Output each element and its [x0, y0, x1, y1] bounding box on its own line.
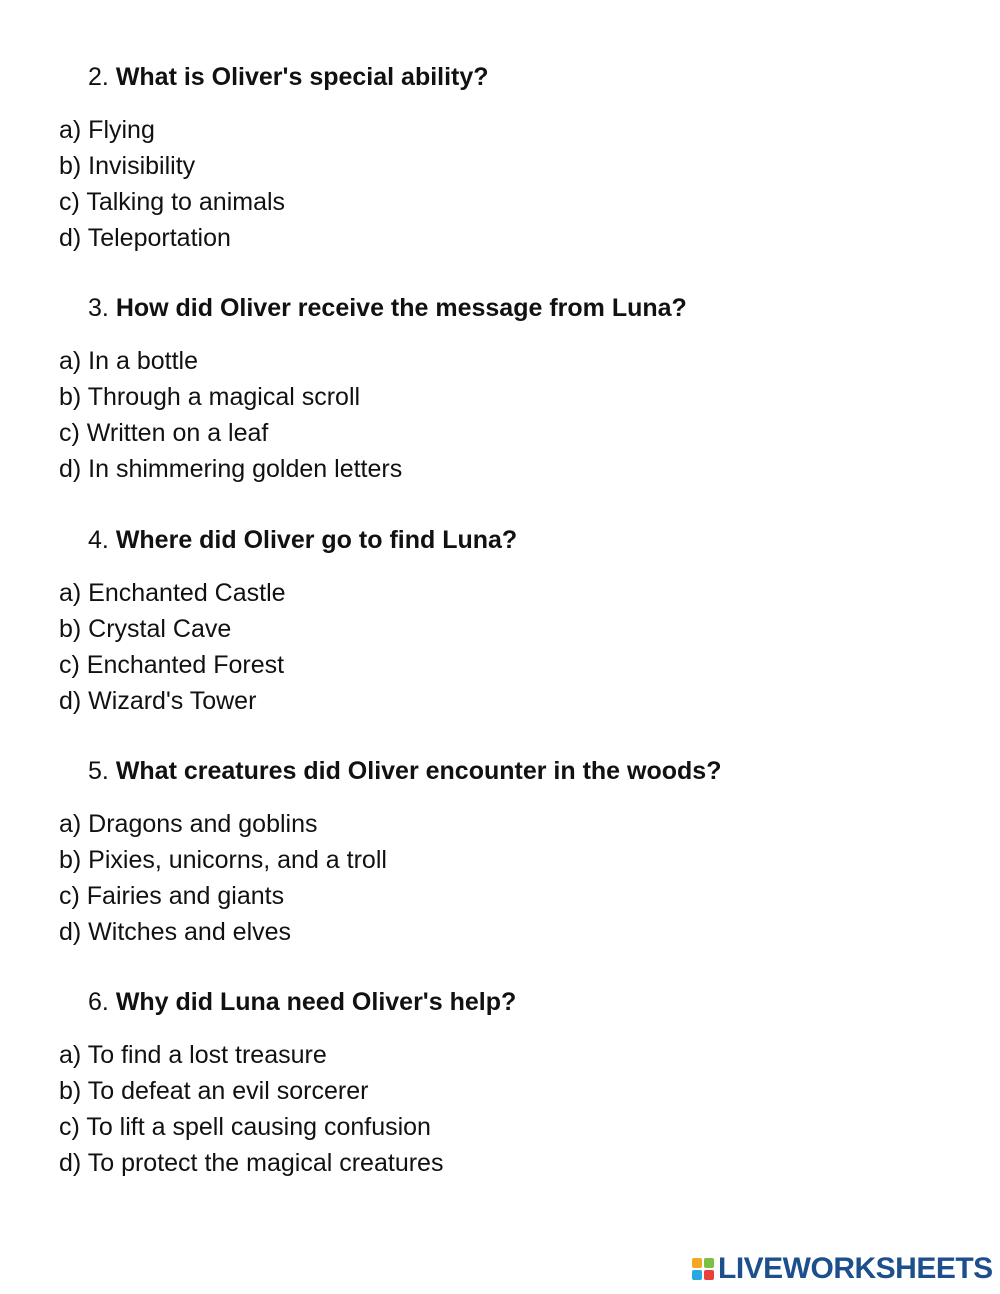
options-list — [59, 1037, 443, 1181]
option-a[interactable]: a) Flying — [59, 116, 155, 144]
option-c[interactable]: c) To lift a spell causing confusion — [59, 1113, 431, 1141]
options-list — [59, 112, 285, 256]
question-number: 4. — [88, 526, 109, 554]
options-list — [59, 806, 387, 950]
question-number: 5. — [88, 757, 109, 785]
logo-square-2 — [704, 1258, 714, 1268]
question-text: Where did Oliver go to find Luna? — [115, 526, 518, 554]
option-d[interactable]: d) To protect the magical creatures — [59, 1149, 444, 1177]
question-number: 3. — [88, 294, 109, 322]
option-b[interactable]: b) Through a magical scroll — [59, 383, 361, 411]
options-list — [59, 575, 286, 719]
option-c[interactable]: c) Written on a leaf — [59, 419, 269, 447]
option-b[interactable]: b) Pixies, unicorns, and a troll — [59, 846, 387, 874]
option-c[interactable]: c) Talking to animals — [59, 188, 286, 216]
option-a[interactable]: a) Dragons and goblins — [59, 810, 318, 838]
question-title — [88, 62, 489, 92]
option-a[interactable]: a) Enchanted Castle — [59, 579, 286, 607]
option-d[interactable]: d) In shimmering golden letters — [59, 455, 403, 483]
option-d[interactable]: d) Witches and elves — [59, 918, 292, 946]
option-b[interactable]: b) To defeat an evil sorcerer — [59, 1077, 369, 1105]
question-text: How did Oliver receive the message from Luna? — [115, 294, 687, 322]
option-c[interactable]: c) Enchanted Forest — [59, 651, 285, 679]
liveworksheets-logo — [692, 1251, 993, 1287]
option-a[interactable]: a) To find a lost treasure — [59, 1041, 327, 1069]
question-text: What creatures did Oliver encounter in the woods? — [115, 757, 722, 785]
liveworksheets-logo-icon — [692, 1258, 714, 1280]
logo-square-4 — [704, 1270, 714, 1280]
option-c[interactable]: c) Fairies and giants — [59, 882, 285, 910]
option-b[interactable]: b) Invisibility — [59, 152, 196, 180]
option-d[interactable]: d) Wizard's Tower — [59, 687, 257, 715]
logo-text: LIVEWORKSHEETS — [718, 1252, 993, 1285]
question-text: Why did Luna need Oliver's help? — [115, 988, 517, 1016]
logo-square-1 — [692, 1258, 702, 1268]
question-title — [88, 525, 517, 555]
question-title — [88, 293, 687, 323]
logo-square-3 — [692, 1270, 702, 1280]
question-title — [88, 756, 721, 786]
question-text: What is Oliver's special ability? — [115, 63, 489, 91]
option-d[interactable]: d) Teleportation — [59, 224, 231, 252]
option-a[interactable]: a) In a bottle — [59, 347, 198, 375]
question-title — [88, 987, 516, 1017]
options-list — [59, 343, 402, 487]
option-b[interactable]: b) Crystal Cave — [59, 615, 232, 643]
question-number: 6. — [88, 988, 109, 1016]
question-number: 2. — [88, 63, 109, 91]
